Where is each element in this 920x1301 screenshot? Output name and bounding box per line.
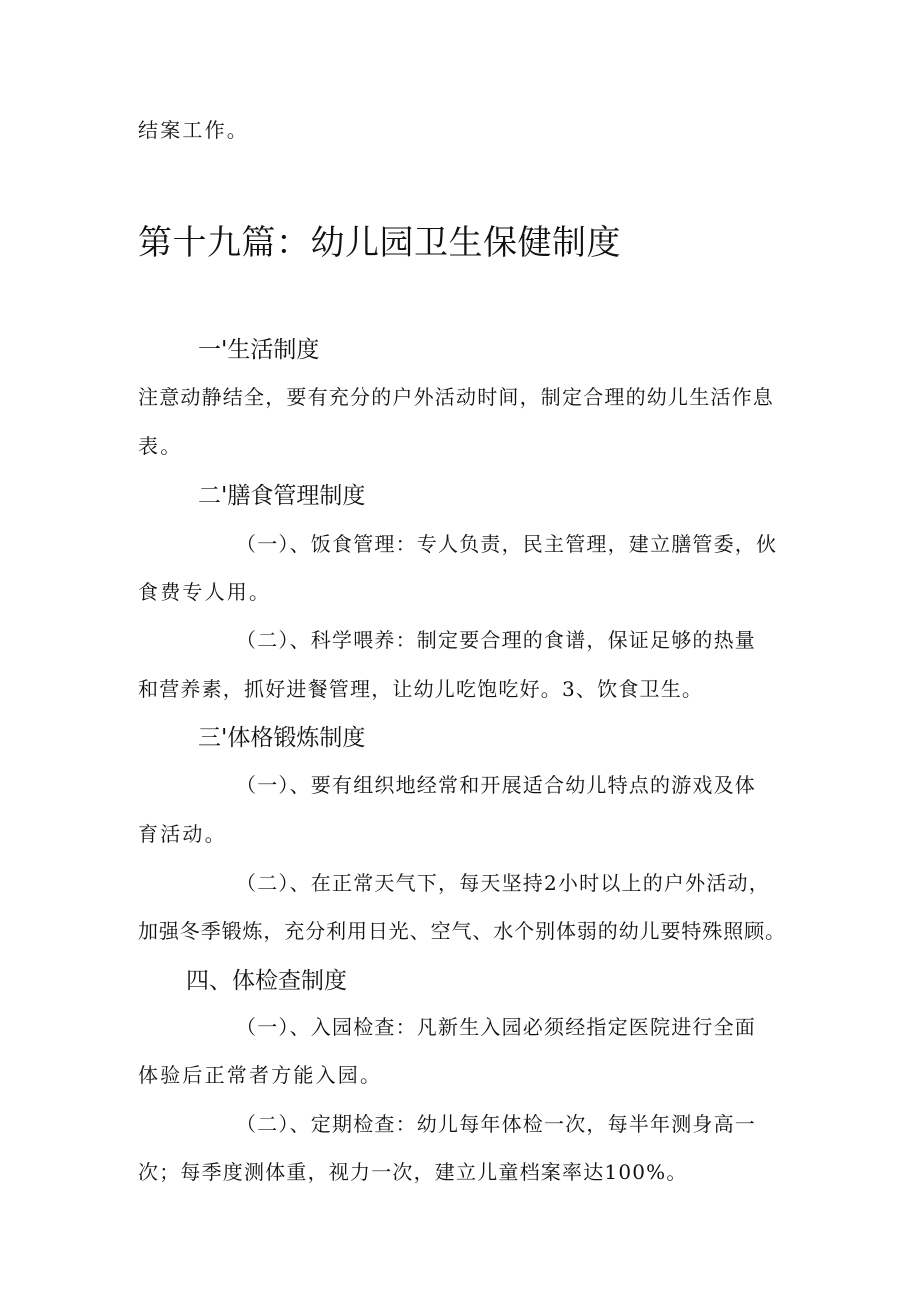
- paragraph-line: （一）、要有组织地经常和开展适合幼儿特点的游戏及体: [236, 773, 756, 797]
- section-heading-checkup: 四、体检查制度: [186, 968, 347, 994]
- paragraph-line: 和营养素，抓好进餐管理，让幼儿吃饱吃好。3、饮食卫生。: [138, 677, 704, 701]
- paragraph-line: （一）、饭食管理：专人负责，民主管理，建立膳管委，伙: [236, 532, 778, 556]
- paragraph-line: 次；每季度测体重，视力一次，建立儿童档案率达100%。: [138, 1160, 688, 1184]
- paragraph-line: 注意动静结全，要有充分的户外活动时间，制定合理的幼儿生活作息: [138, 385, 774, 409]
- paragraph-line: 育活动。: [138, 822, 227, 846]
- paragraph-line: 体验后正常者方能入园。: [138, 1063, 383, 1087]
- section-heading-life: 一'生活制度: [198, 337, 320, 363]
- section-heading-diet: 二'膳食管理制度: [198, 483, 366, 509]
- paragraph-line: 加强冬季锻炼，充分利用日光、空气、水个别体弱的幼儿要特殊照顾。: [138, 919, 786, 943]
- paragraph-line: 表。: [138, 434, 183, 458]
- section-heading-exercise: 三'体格锻炼制度: [198, 725, 366, 751]
- paragraph-line: （二）、在正常天气下，每天坚持2小时以上的户外活动，: [236, 871, 770, 895]
- paragraph-line: 食费专人用。: [138, 580, 272, 604]
- previous-page-continuation: 结案工作。: [138, 118, 249, 142]
- paragraph-line: （一）、入园检查：凡新生入园必须经指定医院进行全面: [236, 1015, 756, 1039]
- paragraph-line: （二）、定期检查：幼儿每年体检一次，每半年测身高一: [236, 1112, 756, 1136]
- paragraph-line: （二）、科学喂养：制定要合理的食谱，保证足够的热量: [236, 628, 756, 652]
- page-title: 第十九篇：幼儿园卫生保健制度: [138, 223, 621, 263]
